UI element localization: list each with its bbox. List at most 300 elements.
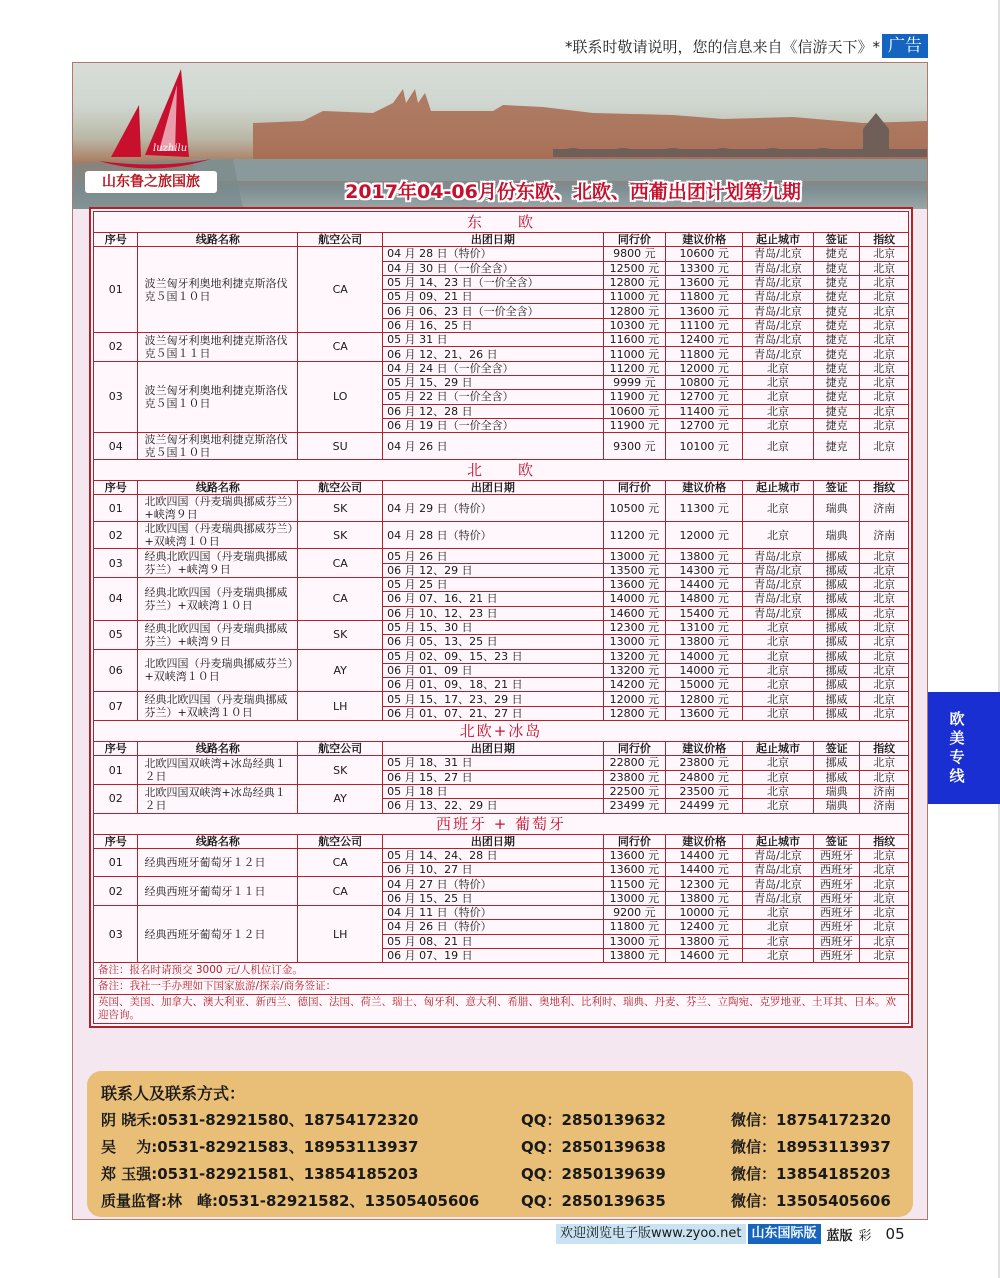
trade-price: 11900 元 bbox=[603, 418, 666, 432]
departure-date: 05 月 15、29 日 bbox=[383, 375, 603, 389]
suggested-price: 12700 元 bbox=[666, 418, 743, 432]
visa: 西班牙 bbox=[813, 891, 860, 905]
contact-row bbox=[101, 1186, 899, 1213]
visa: 捷克 bbox=[813, 433, 860, 460]
departure-date: 06 月 12、29 日 bbox=[383, 563, 603, 577]
logo-brand-name: 山东鲁之旅国旅 bbox=[85, 171, 217, 193]
city: 北京 bbox=[743, 678, 814, 692]
visa: 捷克 bbox=[813, 390, 860, 404]
trade-price: 12800 元 bbox=[603, 706, 666, 720]
contact-qq: QQ：2850139632 bbox=[521, 1111, 666, 1129]
visa: 西班牙 bbox=[813, 863, 860, 877]
city: 北京 bbox=[743, 375, 814, 389]
visa: 捷克 bbox=[813, 247, 860, 261]
column-header: 序号 bbox=[94, 742, 138, 756]
suggested-price: 10600 元 bbox=[666, 247, 743, 261]
visa: 挪威 bbox=[813, 770, 860, 784]
departure-date: 06 月 15、27 日 bbox=[383, 770, 603, 784]
trade-price: 13000 元 bbox=[603, 549, 666, 563]
trade-price: 23800 元 bbox=[603, 770, 666, 784]
city: 青岛/北京 bbox=[743, 347, 814, 361]
city: 北京 bbox=[743, 799, 814, 813]
trade-price: 13200 元 bbox=[603, 649, 666, 663]
column-header: 序号 bbox=[94, 481, 138, 495]
section-title-row bbox=[94, 813, 909, 834]
visa: 捷克 bbox=[813, 318, 860, 332]
trade-price: 13000 元 bbox=[603, 635, 666, 649]
suggested-price: 12000 元 bbox=[666, 361, 743, 375]
column-header: 签证 bbox=[813, 481, 860, 495]
suggested-price: 11300 元 bbox=[666, 495, 743, 522]
footer-page-number: 05 bbox=[885, 1225, 905, 1243]
visa: 捷克 bbox=[813, 375, 860, 389]
footer-blue: 蓝版 bbox=[826, 1228, 853, 1244]
table-row bbox=[94, 247, 909, 261]
city: 青岛/北京 bbox=[743, 318, 814, 332]
departure-date: 05 月 18 日 bbox=[383, 784, 603, 798]
departure-date: 04 月 28 日（特价） bbox=[383, 247, 603, 261]
fingerprint: 北京 bbox=[860, 948, 909, 962]
visa: 捷克 bbox=[813, 304, 860, 318]
departure-date: 06 月 16、25 日 bbox=[383, 318, 603, 332]
suggested-price: 13300 元 bbox=[666, 261, 743, 275]
airline: CA bbox=[298, 848, 383, 877]
fingerprint: 北京 bbox=[860, 706, 909, 720]
table-row bbox=[94, 361, 909, 375]
fingerprint: 北京 bbox=[860, 848, 909, 862]
city: 北京 bbox=[743, 433, 814, 460]
column-header: 起止城市 bbox=[743, 481, 814, 495]
departure-date: 06 月 06、23 日（一价全含） bbox=[383, 304, 603, 318]
suggested-price: 10800 元 bbox=[666, 375, 743, 389]
trade-price: 23499 元 bbox=[603, 799, 666, 813]
contact-wechat: 微信：13854185203 bbox=[731, 1165, 891, 1183]
departure-date: 06 月 13、22、29 日 bbox=[383, 799, 603, 813]
tour-table bbox=[93, 211, 909, 1024]
departure-date: 04 月 29 日（特价） bbox=[383, 495, 603, 522]
contact-wechat: 微信：18754172320 bbox=[731, 1111, 891, 1129]
fingerprint: 济南 bbox=[860, 784, 909, 798]
fingerprint: 北京 bbox=[860, 578, 909, 592]
departure-date: 05 月 18、31 日 bbox=[383, 756, 603, 770]
city: 青岛/北京 bbox=[743, 304, 814, 318]
column-header: 同行价 bbox=[603, 834, 666, 848]
column-header: 航空公司 bbox=[298, 742, 383, 756]
suggested-price: 14300 元 bbox=[666, 563, 743, 577]
fingerprint: 北京 bbox=[860, 592, 909, 606]
route-number: 03 bbox=[94, 361, 138, 432]
visa: 捷克 bbox=[813, 361, 860, 375]
fingerprint: 北京 bbox=[860, 692, 909, 706]
column-header: 建议价格 bbox=[666, 233, 743, 247]
remark-text: 英国、美国、加拿大、澳大利亚、新西兰、德国、法国、荷兰、瑞士、匈牙利、意大利、希腊、奥地利、比利时、瑞典、丹麦、芬兰、立陶宛、克罗地亚、土耳其、日本。欢迎咨询。 bbox=[94, 995, 909, 1024]
suggested-price: 13800 元 bbox=[666, 934, 743, 948]
suggested-price: 14400 元 bbox=[666, 848, 743, 862]
route-name: 北欧四国双峡湾+冰岛经典１２日 bbox=[138, 784, 298, 813]
table-row bbox=[94, 495, 909, 522]
visa: 捷克 bbox=[813, 404, 860, 418]
contact-title: 联系人及联系方式： bbox=[101, 1084, 246, 1103]
route-number: 04 bbox=[94, 433, 138, 460]
suggested-price: 13800 元 bbox=[666, 635, 743, 649]
route-name: 波兰匈牙利奥地利捷克斯洛伐克５国１０日 bbox=[138, 361, 298, 432]
trade-price: 12300 元 bbox=[603, 620, 666, 634]
suggested-price: 13800 元 bbox=[666, 549, 743, 563]
trade-price: 12800 元 bbox=[603, 304, 666, 318]
route-name: 北欧四国双峡湾+冰岛经典１２日 bbox=[138, 756, 298, 785]
route-name: 经典北欧四国（丹麦瑞典挪威芬兰）+峡湾９日 bbox=[138, 549, 298, 578]
suggested-price: 12000 元 bbox=[666, 522, 743, 549]
visa: 挪威 bbox=[813, 549, 860, 563]
fingerprint: 北京 bbox=[860, 770, 909, 784]
departure-date: 06 月 10、12、23 日 bbox=[383, 606, 603, 620]
section-title-row bbox=[94, 721, 909, 742]
suggested-price: 14000 元 bbox=[666, 649, 743, 663]
city: 青岛/北京 bbox=[743, 877, 814, 891]
column-header: 出团日期 bbox=[383, 742, 603, 756]
header-note: *联系时敬请说明，您的信息来自《信游天下》* bbox=[564, 38, 880, 56]
contact-wechat: 微信：18953113937 bbox=[731, 1138, 891, 1156]
contact-row bbox=[101, 1132, 899, 1159]
trade-price: 14600 元 bbox=[603, 606, 666, 620]
table-header-row bbox=[94, 834, 909, 848]
visa: 挪威 bbox=[813, 620, 860, 634]
city: 北京 bbox=[743, 756, 814, 770]
visa: 西班牙 bbox=[813, 905, 860, 919]
column-header: 线路名称 bbox=[138, 834, 298, 848]
column-header: 同行价 bbox=[603, 742, 666, 756]
column-header: 出团日期 bbox=[383, 834, 603, 848]
trade-price: 13000 元 bbox=[603, 934, 666, 948]
trade-price: 14000 元 bbox=[603, 592, 666, 606]
suggested-price: 11400 元 bbox=[666, 404, 743, 418]
fingerprint: 北京 bbox=[860, 333, 909, 347]
ad-tag: 广告 bbox=[882, 34, 928, 58]
footer-color: 彩 bbox=[858, 1228, 872, 1244]
remark-row bbox=[94, 963, 909, 979]
suggested-price: 13600 元 bbox=[666, 706, 743, 720]
contact-row bbox=[101, 1159, 899, 1186]
trade-price: 13200 元 bbox=[603, 663, 666, 677]
suggested-price: 10000 元 bbox=[666, 905, 743, 919]
suggested-price: 11800 元 bbox=[666, 347, 743, 361]
table-row bbox=[94, 877, 909, 891]
visa: 捷克 bbox=[813, 347, 860, 361]
visa: 瑞典 bbox=[813, 495, 860, 522]
city: 北京 bbox=[743, 649, 814, 663]
route-name: 波兰匈牙利奥地利捷克斯洛伐克５国１０日 bbox=[138, 433, 298, 460]
visa: 挪威 bbox=[813, 592, 860, 606]
visa: 瑞典 bbox=[813, 784, 860, 798]
departure-date: 04 月 24 日（一价全含） bbox=[383, 361, 603, 375]
suggested-price: 15000 元 bbox=[666, 678, 743, 692]
ad-page bbox=[72, 62, 928, 1220]
route-number: 01 bbox=[94, 848, 138, 877]
city: 青岛/北京 bbox=[743, 333, 814, 347]
table-row bbox=[94, 848, 909, 862]
departure-date: 05 月 08、21 日 bbox=[383, 934, 603, 948]
column-header: 签证 bbox=[813, 742, 860, 756]
route-name: 经典北欧四国（丹麦瑞典挪威芬兰）+双峡湾１０日 bbox=[138, 692, 298, 721]
trade-price: 11500 元 bbox=[603, 877, 666, 891]
departure-date: 05 月 25 日 bbox=[383, 578, 603, 592]
visa: 挪威 bbox=[813, 649, 860, 663]
fingerprint: 北京 bbox=[860, 756, 909, 770]
departure-date: 05 月 15、17、23、29 日 bbox=[383, 692, 603, 706]
contact-name-phone: 吴 为:0531-82921583、18953113937 bbox=[101, 1138, 419, 1156]
suggested-price: 14600 元 bbox=[666, 948, 743, 962]
column-header: 建议价格 bbox=[666, 742, 743, 756]
contact-name-phone: 郑 玉强:0531-82921581、13854185203 bbox=[101, 1165, 419, 1183]
airline: CA bbox=[298, 333, 383, 362]
airline: CA bbox=[298, 247, 383, 333]
visa: 捷克 bbox=[813, 418, 860, 432]
trade-price: 11200 元 bbox=[603, 522, 666, 549]
suggested-price: 13600 元 bbox=[666, 304, 743, 318]
route-number: 07 bbox=[94, 692, 138, 721]
departure-date: 06 月 12、28 日 bbox=[383, 404, 603, 418]
city: 北京 bbox=[743, 418, 814, 432]
visa: 挪威 bbox=[813, 635, 860, 649]
route-number: 02 bbox=[94, 784, 138, 813]
table-row bbox=[94, 620, 909, 634]
departure-date: 06 月 01、09、18、21 日 bbox=[383, 678, 603, 692]
city: 北京 bbox=[743, 784, 814, 798]
departure-date: 06 月 12、21、26 日 bbox=[383, 347, 603, 361]
remark-text: 备注：我社一手办理如下国家旅游/探亲/商务签证： bbox=[94, 979, 909, 995]
remark-row bbox=[94, 979, 909, 995]
city: 北京 bbox=[743, 404, 814, 418]
visa: 瑞典 bbox=[813, 799, 860, 813]
contact-qq: QQ：2850139638 bbox=[521, 1138, 666, 1156]
suggested-price: 23800 元 bbox=[666, 756, 743, 770]
trade-price: 11900 元 bbox=[603, 390, 666, 404]
fingerprint: 济南 bbox=[860, 495, 909, 522]
trade-price: 13500 元 bbox=[603, 563, 666, 577]
departure-date: 05 月 15、30 日 bbox=[383, 620, 603, 634]
fingerprint: 济南 bbox=[860, 522, 909, 549]
departure-date: 04 月 30 日（一价全含） bbox=[383, 261, 603, 275]
airline: CA bbox=[298, 578, 383, 621]
city: 北京 bbox=[743, 495, 814, 522]
table-row bbox=[94, 905, 909, 919]
trade-price: 13600 元 bbox=[603, 863, 666, 877]
departure-date: 06 月 05、13、25 日 bbox=[383, 635, 603, 649]
trade-price: 10300 元 bbox=[603, 318, 666, 332]
departure-date: 06 月 10、27 日 bbox=[383, 863, 603, 877]
fingerprint: 北京 bbox=[860, 891, 909, 905]
suggested-price: 13600 元 bbox=[666, 275, 743, 289]
airline: AY bbox=[298, 784, 383, 813]
trade-price: 9800 元 bbox=[603, 247, 666, 261]
city: 北京 bbox=[743, 361, 814, 375]
fingerprint: 北京 bbox=[860, 375, 909, 389]
departure-date: 06 月 07、19 日 bbox=[383, 948, 603, 962]
fingerprint: 北京 bbox=[860, 290, 909, 304]
city: 青岛/北京 bbox=[743, 247, 814, 261]
departure-date: 04 月 28 日（特价） bbox=[383, 522, 603, 549]
table-row bbox=[94, 549, 909, 563]
city: 青岛/北京 bbox=[743, 275, 814, 289]
column-header: 线路名称 bbox=[138, 233, 298, 247]
column-header: 序号 bbox=[94, 834, 138, 848]
suggested-price: 11800 元 bbox=[666, 290, 743, 304]
trade-price: 11600 元 bbox=[603, 333, 666, 347]
side-tab-label: 欧美专线 bbox=[949, 710, 965, 785]
city: 青岛/北京 bbox=[743, 563, 814, 577]
fingerprint: 北京 bbox=[860, 606, 909, 620]
fingerprint: 北京 bbox=[860, 663, 909, 677]
suggested-price: 12700 元 bbox=[666, 390, 743, 404]
trade-price: 12000 元 bbox=[603, 692, 666, 706]
airline: SK bbox=[298, 495, 383, 522]
route-name: 经典西班牙葡萄牙１１日 bbox=[138, 877, 298, 906]
city: 北京 bbox=[743, 620, 814, 634]
fingerprint: 北京 bbox=[860, 863, 909, 877]
route-number: 02 bbox=[94, 522, 138, 549]
city: 北京 bbox=[743, 663, 814, 677]
footer-edition: 山东国际版 bbox=[748, 1224, 821, 1244]
visa: 挪威 bbox=[813, 678, 860, 692]
city: 青岛/北京 bbox=[743, 261, 814, 275]
city: 北京 bbox=[743, 522, 814, 549]
fingerprint: 北京 bbox=[860, 247, 909, 261]
column-header: 建议价格 bbox=[666, 834, 743, 848]
table-row bbox=[94, 784, 909, 798]
trade-price: 13000 元 bbox=[603, 891, 666, 905]
table-row bbox=[94, 756, 909, 770]
column-header: 同行价 bbox=[603, 481, 666, 495]
fingerprint: 北京 bbox=[860, 304, 909, 318]
route-number: 01 bbox=[94, 495, 138, 522]
departure-date: 05 月 14、24、28 日 bbox=[383, 848, 603, 862]
table-row bbox=[94, 522, 909, 549]
city: 北京 bbox=[743, 948, 814, 962]
fingerprint: 济南 bbox=[860, 799, 909, 813]
departure-date: 05 月 22 日（一价全含） bbox=[383, 390, 603, 404]
contact-panel bbox=[87, 1071, 913, 1217]
column-header: 航空公司 bbox=[298, 233, 383, 247]
visa: 瑞典 bbox=[813, 522, 860, 549]
fingerprint: 北京 bbox=[860, 433, 909, 460]
table-row bbox=[94, 649, 909, 663]
fingerprint: 北京 bbox=[860, 563, 909, 577]
table-row bbox=[94, 692, 909, 706]
contact-name-phone: 阴 晓禾:0531-82921580、18754172320 bbox=[101, 1111, 419, 1129]
trade-price: 11800 元 bbox=[603, 920, 666, 934]
fingerprint: 北京 bbox=[860, 404, 909, 418]
suggested-price: 23500 元 bbox=[666, 784, 743, 798]
contact-qq: QQ：2850139639 bbox=[521, 1165, 666, 1183]
trade-price: 13800 元 bbox=[603, 948, 666, 962]
fingerprint: 北京 bbox=[860, 347, 909, 361]
airline: LH bbox=[298, 692, 383, 721]
visa: 挪威 bbox=[813, 563, 860, 577]
trade-price: 14200 元 bbox=[603, 678, 666, 692]
column-header: 起止城市 bbox=[743, 834, 814, 848]
city: 北京 bbox=[743, 770, 814, 784]
column-header: 签证 bbox=[813, 834, 860, 848]
suggested-price: 14800 元 bbox=[666, 592, 743, 606]
visa: 挪威 bbox=[813, 578, 860, 592]
suggested-price: 15400 元 bbox=[666, 606, 743, 620]
footer-site: 欢迎浏览电子版www.zyoo.net bbox=[556, 1224, 746, 1244]
visa: 西班牙 bbox=[813, 948, 860, 962]
departure-date: 06 月 01、07、21、27 日 bbox=[383, 706, 603, 720]
section-title: 东 欧 bbox=[94, 212, 909, 233]
city: 青岛/北京 bbox=[743, 592, 814, 606]
route-number: 03 bbox=[94, 905, 138, 962]
section-title-row bbox=[94, 212, 909, 233]
trade-price: 12800 元 bbox=[603, 275, 666, 289]
remark-row bbox=[94, 995, 909, 1024]
column-header: 建议价格 bbox=[666, 481, 743, 495]
column-header: 签证 bbox=[813, 233, 860, 247]
airline: AY bbox=[298, 649, 383, 692]
city: 北京 bbox=[743, 934, 814, 948]
route-name: 北欧四国（丹麦瑞典挪威芬兰）+双峡湾１０日 bbox=[138, 649, 298, 692]
route-name: 北欧四国（丹麦瑞典挪威芬兰）+峡湾９日 bbox=[138, 495, 298, 522]
suggested-price: 14000 元 bbox=[666, 663, 743, 677]
suggested-price: 11100 元 bbox=[666, 318, 743, 332]
column-header: 序号 bbox=[94, 233, 138, 247]
fingerprint: 北京 bbox=[860, 361, 909, 375]
trade-price: 11000 元 bbox=[603, 290, 666, 304]
departure-date: 04 月 11 日（特价） bbox=[383, 905, 603, 919]
column-header: 出团日期 bbox=[383, 481, 603, 495]
departure-date: 06 月 15、25 日 bbox=[383, 891, 603, 905]
column-header: 航空公司 bbox=[298, 834, 383, 848]
trade-price: 10500 元 bbox=[603, 495, 666, 522]
visa: 捷克 bbox=[813, 275, 860, 289]
city: 北京 bbox=[743, 905, 814, 919]
section-title: 北欧+冰岛 bbox=[94, 721, 909, 742]
city: 青岛/北京 bbox=[743, 578, 814, 592]
route-name: 北欧四国（丹麦瑞典挪威芬兰）+双峡湾１０日 bbox=[138, 522, 298, 549]
route-name: 经典西班牙葡萄牙１２日 bbox=[138, 905, 298, 962]
city: 青岛/北京 bbox=[743, 863, 814, 877]
visa: 挪威 bbox=[813, 606, 860, 620]
visa: 捷克 bbox=[813, 290, 860, 304]
column-header: 指纹 bbox=[860, 481, 909, 495]
trade-price: 13600 元 bbox=[603, 848, 666, 862]
suggested-price: 12400 元 bbox=[666, 333, 743, 347]
visa: 挪威 bbox=[813, 663, 860, 677]
column-header: 指纹 bbox=[860, 834, 909, 848]
remark-text: 备注：报名时请预交 3000 元/人机位订金。 bbox=[94, 963, 909, 979]
route-number: 02 bbox=[94, 333, 138, 362]
table-header-row bbox=[94, 742, 909, 756]
trade-price: 11200 元 bbox=[603, 361, 666, 375]
route-name: 经典北欧四国（丹麦瑞典挪威芬兰）+双峡湾１０日 bbox=[138, 578, 298, 621]
suggested-price: 12400 元 bbox=[666, 920, 743, 934]
departure-date: 05 月 31 日 bbox=[383, 333, 603, 347]
suggested-price: 14400 元 bbox=[666, 578, 743, 592]
city: 青岛/北京 bbox=[743, 606, 814, 620]
fingerprint: 北京 bbox=[860, 418, 909, 432]
departure-date: 05 月 26 日 bbox=[383, 549, 603, 563]
suggested-price: 13100 元 bbox=[666, 620, 743, 634]
visa: 西班牙 bbox=[813, 920, 860, 934]
airline: SU bbox=[298, 433, 383, 460]
column-header: 出团日期 bbox=[383, 233, 603, 247]
section-title-row bbox=[94, 460, 909, 481]
section-title: 西班牙 + 葡萄牙 bbox=[94, 813, 909, 834]
fingerprint: 北京 bbox=[860, 635, 909, 649]
fingerprint: 北京 bbox=[860, 318, 909, 332]
column-header: 同行价 bbox=[603, 233, 666, 247]
contact-qq: QQ：2850139635 bbox=[521, 1192, 666, 1210]
